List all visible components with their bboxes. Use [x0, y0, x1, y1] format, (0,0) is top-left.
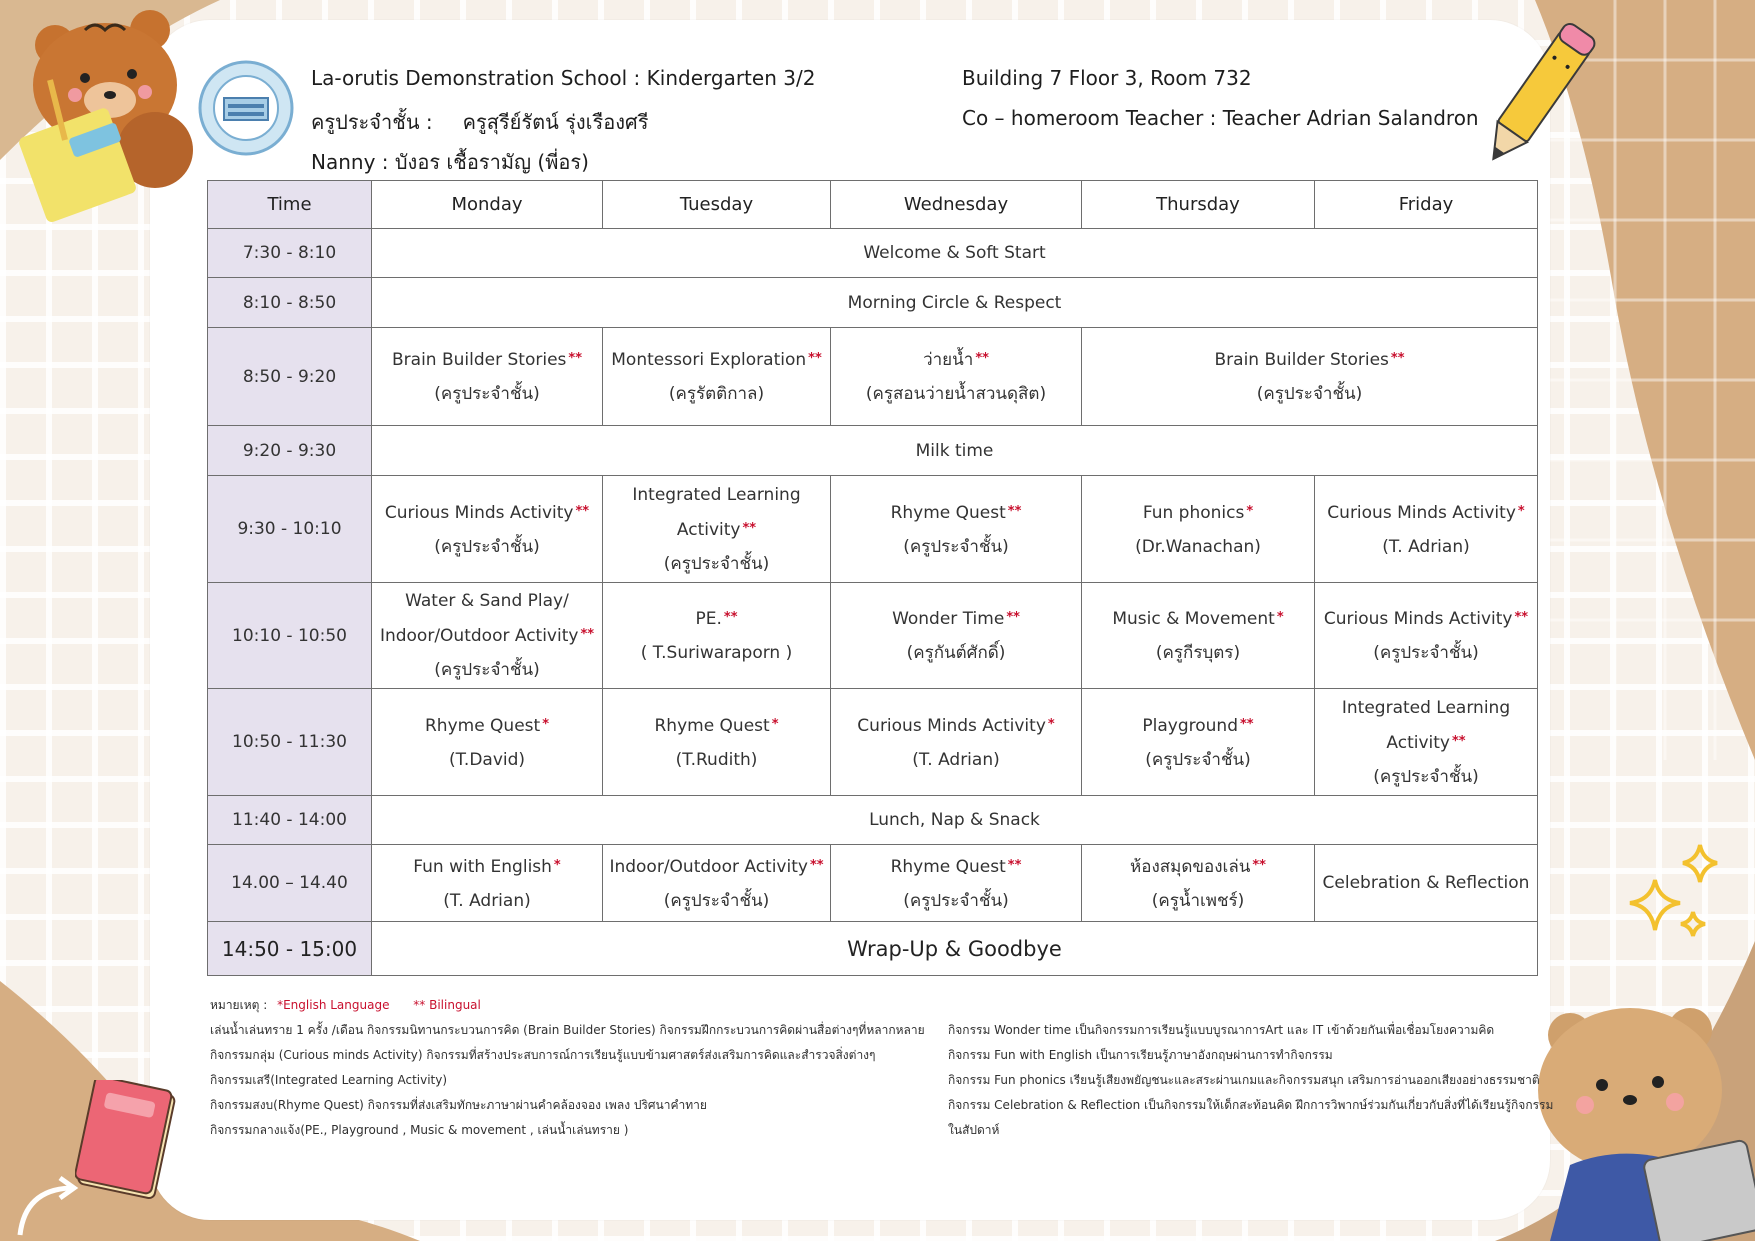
- timetable: [207, 180, 1538, 976]
- teacher-name: (ครูประจำชั้น): [434, 660, 540, 680]
- language-mark: **: [742, 520, 757, 536]
- activity-cell: [1082, 328, 1538, 426]
- col-header-wednesday: Wednesday: [831, 181, 1082, 229]
- language-mark: *: [1047, 716, 1055, 732]
- activity-title: Curious Minds Activity: [384, 502, 574, 523]
- activity-title: Rhyme Quest: [424, 715, 541, 736]
- note-line: กิจกรรมกลางแจ้ง(PE., Playground , Music & movement , เล่นน้ำเล่นทราย ): [210, 1123, 629, 1137]
- activity-title: Water & Sand Play/: [405, 591, 569, 611]
- pencil-icon: [1482, 5, 1597, 180]
- activity-title: Curious Minds Activity: [1323, 609, 1513, 629]
- time-cell: 14:50 - 15:00: [208, 922, 372, 976]
- activity-cell: [1082, 845, 1315, 922]
- teacher-name: (ครูประจำชั้น): [1373, 643, 1479, 663]
- activity-title: Rhyme Quest: [654, 715, 770, 736]
- notes-legend: [210, 993, 925, 1018]
- activity-title: Rhyme Quest: [890, 856, 1006, 877]
- activity-title: Indoor/Outdoor Activity: [609, 856, 808, 877]
- language-mark: **: [808, 351, 822, 366]
- activity-title: Curious Minds Activity: [1327, 502, 1516, 523]
- teacher-name: (ครูประจำชั้น): [434, 384, 540, 404]
- legend-bilingual: ** Bilingual: [413, 998, 481, 1012]
- activity-title: Playground: [1142, 715, 1238, 736]
- nanny-info: Nanny : บังอร เชื้อรามัญ (พี่อร): [311, 150, 589, 174]
- school-title: La-orutis Demonstration School : Kindergarten 3/2: [311, 66, 816, 90]
- table-row: [208, 278, 1538, 328]
- language-mark: **: [975, 351, 989, 366]
- teacher-name: (ครูประจำชั้น): [903, 890, 1009, 911]
- teacher-name: (ครูประจำชั้น): [663, 553, 770, 574]
- table-row: [208, 476, 1538, 583]
- activity-title: Brain Builder Stories: [1214, 350, 1389, 370]
- time-cell: 10:50 - 11:30: [208, 689, 372, 796]
- activity-cell: [1082, 476, 1315, 583]
- language-mark: **: [580, 627, 595, 642]
- activity-title: Fun with English: [413, 856, 552, 877]
- notes-title: หมายเหตุ :: [210, 998, 268, 1012]
- legend-english: *English Language: [277, 998, 390, 1012]
- note-line: กิจกรรมกลุ่ม (Curious minds Activity) กิจกรรมที่สร้างประสบการณ์การเรียนรู้แบบข้ามศาสตร์ส่งเสริมการคิดและสำรวจสิ่งต่างๆ: [210, 1048, 876, 1062]
- activity-cell: [603, 845, 831, 922]
- note-line: กิจกรรมสงบ(Rhyme Quest) กิจกรรมที่ส่งเสริมทักษะภาษาผ่านคำคล้องจอง เพลง ปริศนาคำทาย: [210, 1098, 707, 1112]
- teacher-name: (Dr.Wanachan): [1135, 536, 1261, 557]
- activity-cell: [603, 476, 831, 583]
- language-mark: *: [1246, 503, 1254, 519]
- homeroom-label: ครูประจำชั้น :: [311, 110, 433, 134]
- activity-cell-all: Lunch, Nap & Snack: [372, 796, 1538, 845]
- teacher-name: (ครูประจำชั้น): [1256, 384, 1363, 404]
- col-header-thursday: Thursday: [1082, 181, 1315, 229]
- activity-cell: [603, 689, 831, 796]
- language-mark: **: [1514, 610, 1529, 625]
- note-line: กิจกรรมเสรี(Integrated Learning Activity): [210, 1073, 448, 1087]
- time-cell: 10:10 - 10:50: [208, 583, 372, 689]
- building-info: Building 7 Floor 3, Room 732: [962, 66, 1252, 90]
- language-mark: **: [1390, 351, 1405, 366]
- note-line: เล่นน้ำเล่นทราย 1 ครั้ง /เดือน กิจกรรมนิทานกระบวนการคิด (Brain Builder Stories) กิจกรรมฝึกกระบวนการคิดผ่านสื่อต่างๆที่หลากหลาย: [210, 1023, 925, 1037]
- activity-title: Fun phonics: [1142, 502, 1245, 523]
- school-logo: [198, 60, 294, 156]
- teacher-name: (T. Adrian): [443, 890, 531, 911]
- teacher-name: (ครูสอนว่ายน้ำสวนดุสิต): [865, 384, 1047, 404]
- activity-title-line2: Indoor/Outdoor Activity: [379, 626, 579, 646]
- activity-cell-all: Milk time: [372, 426, 1538, 476]
- note-line: กิจกรรม Fun with English เป็นการเรียนรู้ภาษาอังกฤษผ่านการทำกิจกรรม: [948, 1048, 1333, 1062]
- teacher-name: (T. Adrian): [1382, 536, 1470, 557]
- activity-cell: [1082, 689, 1315, 796]
- activity-title: Celebration & Reflection: [1322, 873, 1530, 893]
- activity-title: Curious Minds Activity: [857, 715, 1046, 736]
- homeroom-name: ครูสุรีย์รัตน์ รุ่งเรืองศรี: [462, 110, 649, 134]
- language-mark: **: [1451, 733, 1466, 749]
- time-cell: 7:30 - 8:10: [208, 229, 372, 278]
- activity-title: Rhyme Quest: [890, 502, 1006, 523]
- activity-title: ห้องสมุดของเล่น: [1130, 856, 1251, 877]
- activity-cell: [831, 845, 1082, 922]
- note-line: กิจกรรม Wonder time เป็นกิจกรรมการเรียนรู้แบบบูรณาการArt และ IT เข้าด้วยกันเพื่อเชื่อมโยงความคิด: [948, 1023, 1495, 1037]
- time-cell: 8:50 - 9:20: [208, 328, 372, 426]
- col-header-monday: Monday: [372, 181, 603, 229]
- time-cell: 9:30 - 10:10: [208, 476, 372, 583]
- col-header-time: Time: [208, 181, 372, 229]
- table-row: [208, 328, 1538, 426]
- activity-title: Brain Builder Stories: [392, 350, 567, 370]
- language-mark: *: [553, 857, 561, 873]
- activity-cell: [372, 328, 603, 426]
- teacher-name: (T.Rudith): [675, 749, 758, 770]
- teacher-name: (ครูประจำชั้น): [434, 536, 540, 557]
- activity-title: Montessori Exploration: [611, 350, 807, 370]
- header-row: [208, 181, 1538, 229]
- activity-title: ว่ายน้ำ: [923, 350, 974, 370]
- activity-cell: [372, 845, 603, 922]
- activity-title: Integrated Learning: [632, 484, 801, 505]
- co-homeroom-teacher: Co – homeroom Teacher : Teacher Adrian Salandron: [962, 106, 1479, 130]
- language-mark: **: [1252, 857, 1266, 873]
- activity-cell: [1315, 845, 1538, 922]
- bear-with-notebook-icon: [10, 0, 195, 230]
- activity-cell-all: Welcome & Soft Start: [372, 229, 1538, 278]
- language-mark: **: [723, 610, 738, 625]
- teacher-name: (ครูประจำชั้น): [663, 890, 770, 911]
- activity-cell-all: Morning Circle & Respect: [372, 278, 1538, 328]
- language-mark: **: [1007, 503, 1022, 519]
- time-cell: 8:10 - 8:50: [208, 278, 372, 328]
- table-row: [208, 845, 1538, 922]
- language-mark: *: [1276, 610, 1284, 625]
- book-icon: [75, 1080, 185, 1205]
- activity-cell: [1315, 476, 1538, 583]
- teacher-name: (ครูกีรบุตร): [1155, 643, 1241, 663]
- note-line: กิจกรรม Fun phonics เรียนรู้เสียงพยัญชนะและสระผ่านเกมและกิจกรรมสนุก เสริมการอ่านออกเสียงอย่างธรรมชาติ: [948, 1073, 1540, 1087]
- activity-cell: [603, 583, 831, 689]
- activity-title-line2: Activity: [676, 519, 741, 540]
- language-mark: *: [542, 716, 550, 732]
- table-row: [208, 689, 1538, 796]
- bear-with-laptop-icon: [1530, 990, 1755, 1241]
- activity-cell: [831, 476, 1082, 583]
- activity-cell: [372, 689, 603, 796]
- teacher-name: (T. Adrian): [912, 749, 1000, 770]
- teacher-name: (ครูน้ำเพชร์): [1151, 890, 1245, 911]
- teacher-name: (ครูกันต์ศักดิ์): [906, 643, 1006, 663]
- language-mark: *: [1517, 503, 1525, 519]
- language-mark: *: [771, 716, 779, 732]
- teacher-name: ( T.Suriwaraporn ): [640, 643, 793, 663]
- language-mark: **: [1007, 857, 1022, 873]
- notes-left: [210, 993, 925, 1143]
- time-cell: 14.00 – 14.40: [208, 845, 372, 922]
- activity-title: PE.: [695, 609, 722, 629]
- activity-cell: [1315, 583, 1538, 689]
- activity-cell: [1082, 583, 1315, 689]
- language-mark: **: [809, 857, 824, 873]
- table-row: [208, 583, 1538, 689]
- time-cell: 9:20 - 9:30: [208, 426, 372, 476]
- table-row: [208, 229, 1538, 278]
- teacher-name: (ครูประจำชั้น): [1373, 766, 1479, 787]
- language-mark: **: [1240, 716, 1254, 732]
- language-mark: **: [575, 503, 590, 519]
- time-cell: 11:40 - 14:00: [208, 796, 372, 845]
- language-mark: **: [1006, 610, 1020, 625]
- table-row: [208, 426, 1538, 476]
- activity-cell: [372, 476, 603, 583]
- activity-title-line2: Activity: [1386, 732, 1450, 753]
- col-header-friday: Friday: [1315, 181, 1538, 229]
- homeroom-teacher: [311, 106, 648, 138]
- activity-title: Wonder Time: [892, 609, 1005, 629]
- teacher-name: (ครูประจำชั้น): [1145, 749, 1251, 770]
- activity-cell: [1315, 689, 1538, 796]
- sparkle-icon: [1625, 840, 1725, 950]
- arrow-icon: [10, 1170, 90, 1241]
- activity-title: Integrated Learning: [1341, 697, 1511, 718]
- table-row: [208, 922, 1538, 976]
- teacher-name: (ครูประจำชั้น): [903, 536, 1009, 557]
- notes-right: [948, 1018, 1553, 1143]
- activity-cell: [603, 328, 831, 426]
- activity-title: Music & Movement: [1112, 609, 1275, 629]
- teacher-name: (T.David): [448, 749, 526, 770]
- activity-cell-all: Wrap-Up & Goodbye: [372, 922, 1538, 976]
- col-header-tuesday: Tuesday: [603, 181, 831, 229]
- activity-cell: [831, 583, 1082, 689]
- note-line: กิจกรรม Celebration & Reflection เป็นกิจกรรมให้เด็กสะท้อนคิด ฝึกการวิพากษ์ร่วมกันเกี่ยวกับสิ่งที่ได้เรียนรู้กิจกรรม: [948, 1098, 1554, 1112]
- note-line: ในสัปดาห์: [948, 1123, 1000, 1137]
- activity-cell: [372, 583, 603, 689]
- activity-cell: [831, 328, 1082, 426]
- teacher-name: (ครูรัตติกาล): [668, 384, 765, 404]
- table-row: [208, 796, 1538, 845]
- activity-cell: [831, 689, 1082, 796]
- language-mark: **: [568, 351, 582, 366]
